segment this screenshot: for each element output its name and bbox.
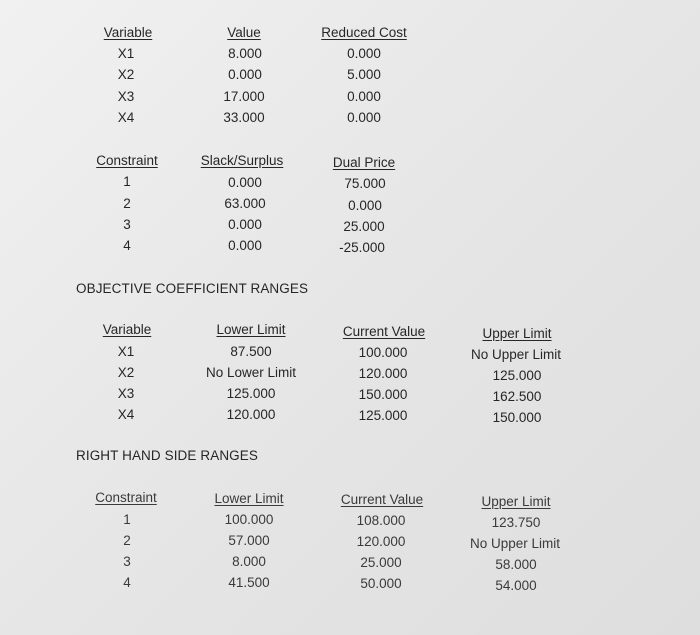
table-cell: 125.000 xyxy=(226,386,276,401)
table-cell: X2 xyxy=(117,67,135,82)
header-upper-limit: Upper Limit xyxy=(482,326,552,341)
header-current-value: Current Value xyxy=(340,492,424,507)
table-cell: 8.000 xyxy=(228,46,262,61)
table-cell: 54.000 xyxy=(495,578,537,593)
table-cell: 120.000 xyxy=(356,534,406,549)
header-dual-price: Dual Price xyxy=(332,155,396,170)
header-lower-limit: Lower Limit xyxy=(214,491,284,506)
table-cell: 0.000 xyxy=(228,238,262,253)
table-cell: X4 xyxy=(117,110,135,125)
table-cell: 33.000 xyxy=(223,110,265,125)
header-current-value: Current Value xyxy=(342,324,426,339)
table-cell: 87.500 xyxy=(230,344,272,359)
table-cell: 125.000 xyxy=(492,368,542,383)
table-cell: 2 xyxy=(123,196,131,211)
rhs-ranges-title: RIGHT HAND SIDE RANGES xyxy=(76,448,258,463)
table-cell: 1 xyxy=(123,174,131,189)
table-cell: 17.000 xyxy=(223,89,265,104)
header-reduced-cost: Reduced Cost xyxy=(321,25,407,40)
table-cell: 0.000 xyxy=(347,110,381,125)
table-cell: 0.000 xyxy=(228,67,262,82)
table-cell: No Upper Limit xyxy=(470,347,562,362)
header-variable: Variable xyxy=(103,25,153,40)
table-cell: 0.000 xyxy=(347,89,381,104)
table-cell: 8.000 xyxy=(232,554,266,569)
header-constraint: Constraint xyxy=(96,153,158,168)
header-lower-limit: Lower Limit xyxy=(216,322,286,337)
table-cell: 57.000 xyxy=(228,533,270,548)
table-cell: X2 xyxy=(117,365,135,380)
header-slack-surplus: Slack/Surplus xyxy=(200,153,284,168)
table-cell: 50.000 xyxy=(360,576,402,591)
table-cell: 2 xyxy=(123,533,131,548)
table-cell: 0.000 xyxy=(228,175,262,190)
table-cell: 0.000 xyxy=(347,46,381,61)
table-cell: 100.000 xyxy=(224,512,274,527)
table-cell: 0.000 xyxy=(228,217,262,232)
table-cell: 1 xyxy=(123,512,131,527)
table-cell: 150.000 xyxy=(492,410,542,425)
table-cell: X4 xyxy=(117,407,135,422)
table-cell: 162.500 xyxy=(492,389,542,404)
table-cell: 25.000 xyxy=(360,555,402,570)
header-constraint: Constraint xyxy=(95,490,157,505)
table-cell: 58.000 xyxy=(495,557,537,572)
table-cell: -25.000 xyxy=(339,240,385,255)
table-cell: X3 xyxy=(117,89,135,104)
table-cell: X1 xyxy=(117,344,135,359)
header-value: Value xyxy=(227,25,261,40)
table-cell: 3 xyxy=(123,554,131,569)
table-cell: 41.500 xyxy=(228,575,270,590)
table-cell: 123.750 xyxy=(491,515,541,530)
table-cell: 150.000 xyxy=(358,387,408,402)
table-cell: No Upper Limit xyxy=(469,536,561,551)
table-cell: 120.000 xyxy=(358,366,408,381)
header-upper-limit: Upper Limit xyxy=(481,494,551,509)
table-cell: X1 xyxy=(117,46,135,61)
table-cell: 4 xyxy=(123,575,131,590)
table-cell: 108.000 xyxy=(356,513,406,528)
table-cell: 3 xyxy=(123,217,131,232)
table-cell: X3 xyxy=(117,386,135,401)
table-cell: 125.000 xyxy=(358,408,408,423)
table-cell: 5.000 xyxy=(347,67,381,82)
table-cell: 120.000 xyxy=(226,407,276,422)
table-cell: 25.000 xyxy=(343,219,385,234)
table-cell: 63.000 xyxy=(224,196,266,211)
header-variable: Variable xyxy=(102,322,152,337)
table-cell: 0.000 xyxy=(348,198,382,213)
objective-ranges-title: OBJECTIVE COEFFICIENT RANGES xyxy=(76,281,309,296)
table-cell: No Lower Limit xyxy=(205,365,297,380)
table-cell: 75.000 xyxy=(344,176,386,191)
table-cell: 4 xyxy=(123,238,131,253)
table-cell: 100.000 xyxy=(358,345,408,360)
